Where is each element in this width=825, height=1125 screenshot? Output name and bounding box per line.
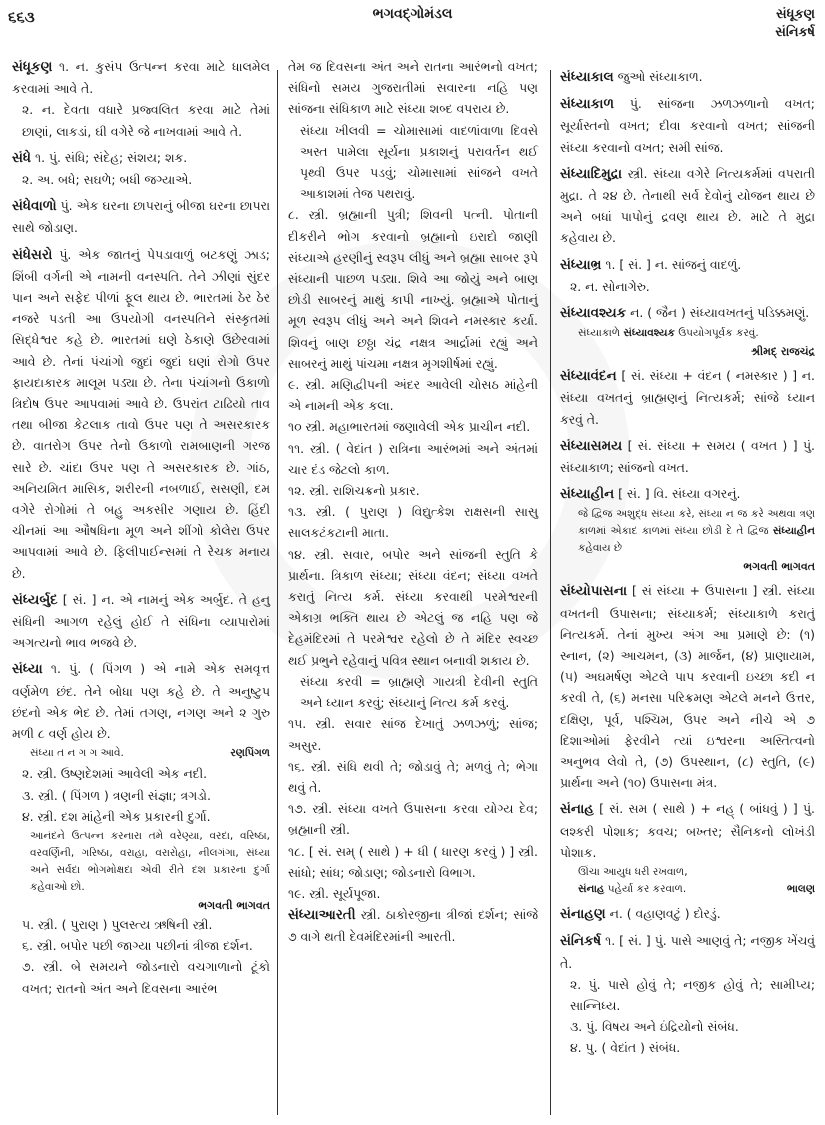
dictionary-entry bbox=[560, 435, 815, 478]
citation bbox=[12, 745, 270, 762]
sense: સ્ત્રી. સંધ્યા વગેરે નિત્યકર્મમાં વપરાતી મુદ્રા. તે ૨૪ છે. તેનાથી સર્વ દેવોનું યોજન થાય છે અને બધાં પાપોનું દ્રવણ થાય છે. માટે તે મુદ્રા કહેવાય છે. bbox=[560, 165, 815, 246]
sense: [ સં સંધ્યા + ઉપાસના ] સ્ત્રી. સંધ્યા વખતની ઉપાસના; સંધ્યાકર્મ; સંધ્યાકાળે કરાતું નિત્યકર્મ. તેનાં મુખ્ય અંગ આ પ્રમાણે છે: (૧) સ્નાન, (૨) આચમન, (૩) માર્જન, (૪) પ્રાણાયામ, (૫) અઘમર્ષણ એટલે પાપ કરવાની ઇચ્છા કદી ન કરવી તે, (૬) મનસા પરિક્રમણ એટલે મનને ઉત્તર, દક્ષિણ, પૂર્વ, પશ્ચિમ, ઉપર અને નીચે એ ૭ દિશાઓમાં ફેરવીને ત્યાં ઇશ્વરના અસ્તિત્વનો અનુભવ લેવો તે, (૭) ઉપસ્થાન, (૮) સ્તુતિ, (૯) પ્રાર્થના અને (૧૦) ઉપાસના મંત્ર. bbox=[560, 583, 815, 791]
guide-word-first: સંધૂકણ bbox=[776, 7, 815, 22]
headword: સંનિકર્ષ bbox=[560, 933, 602, 950]
headword: સંધૂકણ bbox=[12, 59, 53, 75]
page-header bbox=[0, 0, 825, 60]
sense: ૨. અ. બધે; સઘળે; બધી જગ્યાએ. bbox=[22, 172, 193, 188]
running-title: ભગવદ્ગોમંડલ bbox=[372, 6, 453, 22]
dictionary-entry bbox=[560, 254, 815, 297]
dictionary-entry bbox=[12, 589, 270, 654]
sense: ન. ( જૈન ) સંધ્યાવખતનું પડિક્કમણું. bbox=[630, 305, 810, 321]
column-divider bbox=[277, 70, 278, 1115]
headword: સંધ્યાસમય bbox=[560, 437, 623, 454]
headword: સંધ્યાકાળ bbox=[560, 96, 615, 113]
headword: સંનાહ bbox=[560, 801, 594, 818]
sense: પું. એક ઘરના છાપરાનું બીજા ઘરના છાપરા સાથે જોડાણ. bbox=[12, 198, 270, 236]
dictionary-entry bbox=[12, 195, 270, 238]
citation-keyword: સંધ્યાવશ્યક bbox=[623, 327, 675, 340]
dictionary-entry bbox=[12, 244, 270, 584]
headword: સંધ્યાભ્ર bbox=[560, 256, 602, 273]
dictionary-entry bbox=[12, 56, 270, 142]
citation-text: ઉપયોગપૂર્વક કરવું. bbox=[674, 327, 759, 340]
dictionary-entry bbox=[560, 798, 815, 898]
headword: સંધ્યાદિમુદ્રા bbox=[560, 165, 623, 182]
sense: [ સં. ] ન. એ નામનું એક અર્બુદ. તે હનુ સંધિની આગળ રહેલું હોઈ તે સંધિના વ્યાપારોમાં અગત્યનો ભાવ ભજવે છે. bbox=[12, 591, 270, 651]
citation bbox=[560, 325, 815, 342]
headword: સંધેવાળો bbox=[12, 198, 57, 215]
guide-words bbox=[775, 6, 815, 42]
sense: ૧. [ સં. ] ન. સાંજનું વાદળું. bbox=[605, 256, 742, 272]
headword: સંધ્યાવંદન bbox=[560, 368, 617, 385]
sense: ૧૫. સ્ત્રી. સવાર સાંજ દેખાતું ઝળઝળું; સાંજ; અસુર. bbox=[288, 716, 538, 753]
headword: સંધ્યોપાસના bbox=[560, 583, 628, 600]
citation-line bbox=[578, 881, 815, 898]
citation-source: શ્રીમદ્ રાજચંદ્ર bbox=[751, 345, 815, 359]
dictionary-entry bbox=[12, 658, 270, 998]
sense: ૩. સ્ત્રી. ( પિંગળ ) ત્રણની સંજ્ઞા; ત્રગડો. bbox=[22, 787, 211, 803]
sense: [ સં. ] વિ. સંધ્યા વગરનું. bbox=[618, 486, 741, 502]
citation-text: કહેવાય છે bbox=[578, 542, 623, 555]
sense: ૩. પું. વિષય અને ઇંદ્રિયોનો સંબંધ. bbox=[570, 1019, 739, 1035]
sense: ૧૯. સ્ત્રી. સૂર્યપૂજા. bbox=[288, 885, 381, 901]
sense: ૧૪. સ્ત્રી. સવાર, બપોર અને સાંજની સ્તુતિ કે પ્રાર્થના. ત્રિકાળ સંધ્યા; સંધ્યા વંદન; સંધ્યા વખતે કરાતું નિત્ય કર્મ. સંધ્યા કરવાથી પરમેશ્વરની એકાગ્ર ભક્તિ થાય છે એટલું જ નહિ પણ જે દેહમંદિરમાં તે પરમેશ્વર રહેલો છે તે મંદિર સ્વચ્છ થઈ પ્રભુને રહેવાનું પવિત્ર સ્થાન બનાવી શકાય છે. bbox=[288, 546, 538, 668]
sense: ન. ( વહાણવટું ) દોરડું. bbox=[609, 906, 721, 922]
headword: સંધ્યર્બુદ bbox=[12, 591, 58, 608]
citation-text: પહેર્યા કર કરવાળ. bbox=[604, 883, 687, 896]
dictionary-entry bbox=[560, 930, 815, 1058]
sense: ૬. સ્ત્રી. બપોર પછી જાગ્યા પછીનાં ત્રીજા દર્શન. bbox=[22, 938, 253, 954]
sense: ૨. ન. સોનાગેરુ. bbox=[570, 278, 650, 294]
sense-continuation: તેમ જ દિવસના અંત અને રાતના આરંભનો વખત; સંધિનો સમય ગુજરાતીમાં સવારના નહિ પણ સાંજના સંધિકાળ માટે સંધ્યા શબ્દ વપરાય છે. bbox=[288, 59, 538, 117]
dictionary-entry bbox=[560, 93, 815, 158]
column-left bbox=[12, 56, 270, 1004]
sense: ૯. સ્ત્રી. મણિદ્વીપની અંદર આવેલી ચોસઠ માંહેની એ નામની એક કલા. bbox=[288, 377, 538, 414]
headword: સંધ્યાઆરતી bbox=[288, 907, 356, 924]
headword: સંનાહણ bbox=[560, 906, 606, 923]
citation-text: સંધ્યાકાળે bbox=[578, 327, 624, 340]
sense: ૧૩. સ્ત્રી. ( પુરાણ ) વિદ્યુત્કેશ રાક્ષસની સાસુ સાલકટંકટાની માતા. bbox=[288, 504, 538, 541]
dictionary-entry bbox=[560, 302, 815, 360]
dictionary-entry bbox=[560, 66, 815, 88]
column-middle bbox=[288, 56, 538, 953]
sense: ૧૭. સ્ત્રી. સંધ્યા વખતે ઉપાસના કરવા યોગ્ય દેવ; બ્રહ્માની સ્ત્રી. bbox=[288, 801, 538, 838]
sense: ૧૧. સ્ત્રી. ( વેદાંત ) રાત્રિના આરંભમાં અને અંતમાં ચાર દંડ જેટલો કાળ. bbox=[288, 440, 538, 477]
guide-word-last: સંનિકર્ષ bbox=[775, 25, 815, 40]
headword: સંધ્યા bbox=[12, 661, 43, 678]
citation: આનંદને ઉત્પન્ન કરનારા તમે વરેણ્યા, વરદા, વરિષ્ઠા, વરવર્ણિની, ગરિષ્ઠા, વરાહા, વરારોહા, નીલગંગા, સંધ્યા અને સર્વદા ભોગમોક્ષદા એવી રીતે દશ પ્રકારના દુર્ગા કહેવાઓ છો. bbox=[30, 829, 270, 893]
sense: ૧. [ સં. ] પું. પાસે આણવું તે; નજીક ખેંચવું તે. bbox=[560, 933, 815, 971]
sense: જુઓ સંધ્યાકાળ. bbox=[617, 69, 703, 84]
citation-keyword: સંધ્યાહીન bbox=[772, 525, 815, 538]
dictionary-entry bbox=[288, 904, 538, 947]
headword: સંધ્યાહીન bbox=[560, 486, 615, 503]
citation-source: ભગવતી ભાગવત bbox=[743, 560, 815, 574]
dictionary-entry bbox=[12, 147, 270, 190]
headword: સંધેસરો bbox=[12, 246, 53, 263]
citation-line: ઊંચા આયુધ ધરી રખવાળ, bbox=[578, 866, 688, 879]
sense: ૫. સ્ત્રી. ( પુરાણ ) પુલસ્ત્ય ઋષિની સ્ત્રી. bbox=[22, 916, 213, 932]
sense: ૧૮. [ સં. સમ્ ( સાથે ) + ધી ( ધારણ કરવું ) ] સ્ત્રી. સાંધો; સાંધ; જોડાણ; જોડનારો વિભાગ. bbox=[288, 843, 538, 880]
sense: [ સં. સંધ્યા + સમય ( વખત ) ] પું. સંધ્યાકાળ; સાંજનો વખત. bbox=[560, 437, 815, 476]
column-right bbox=[560, 66, 815, 1064]
sense: ૪. પુ. ( વેદાંત ) સંબંધ. bbox=[570, 1040, 681, 1056]
citation-keyword: સંનાહ bbox=[578, 883, 605, 896]
idiom: સંધ્યા કરવી = બ્રાહ્મણે ગાયત્રી દેવીની સ્તુતિ અને ધ્યાન કરવું; સંધ્યાનું નિત્ય કર્મ કરવું. bbox=[300, 673, 538, 711]
citation-text: સંધ્યા ત ન ગ ગ આવે. bbox=[30, 747, 124, 760]
dictionary-entry bbox=[560, 903, 815, 925]
sense: [ સં. સમ ( સાથે ) + નહ્ ( બાંધવું ) ] પું. લશ્કરી પોશાક; કવચ; બખ્તર; સૈનિકનો લોખંડી પોશાક. bbox=[560, 801, 815, 860]
sense: ૨. પું. પાસે હોવું તે; નજીક હોવું તે; સામીપ્ય; સાન્નિધ્ય. bbox=[570, 976, 815, 1013]
headword: સંધે bbox=[12, 149, 32, 166]
sense: ૧૦ સ્ત્રી. મહાભારતમાં જણાવેલી એક પ્રાચીન નદી. bbox=[288, 419, 531, 435]
idiom: સંધ્યા ખીલવી = ચોમાસામાં વાદળાંવાળા દિવસે અસ્ત પામેલા સૂર્યના પ્રકાશનું પરાવર્તન થઈ પૃથ્વી ઉપર પડવું; ચોમાસામાં સાંજને વખતે આકાશમાં તેજ પથરાવું. bbox=[300, 122, 538, 202]
sense: ૧. પું. ( પિંગળ ) એ નામે એક સમવૃત્ત વર્ણમેળ છંદ. તેને બોધા પણ કહે છે. તે અનુષ્ટુપ છંદનો એક ભેદ છે. તેમાં તગણ, નગણ અને ૨ ગુરુ મળી ૮ વર્ણ હોય છે. bbox=[12, 661, 270, 742]
citation bbox=[560, 864, 815, 898]
sense: [ સં. સંધ્યા + વંદન ( નમસ્કાર ) ] ન. સંધ્યા વખતનું બ્રાહ્મણનું નિત્યકર્મ; સાંજે ધ્યાન કરવું તે. bbox=[560, 368, 815, 427]
citation-source: રણપિંગળ bbox=[230, 747, 270, 760]
dictionary-entry bbox=[560, 365, 815, 430]
sense: ૮. સ્ત્રી. બ્રહ્માની પુત્રી; શિવની પત્ની. પોતાની દીકરીને ભોગ કરવાનો બ્રહ્માનો ઇરાદો જાણી સંધ્યાએ હરણીનું સ્વરૂપ લીધું અને બ્રહ્મા સાબર રૂપે સંધ્યાની પાછળ પડ્યા. શિવે આ જોયું અને બાણ છોડી સાબરનું માથું કાપી નાખ્યું. બ્રહ્માએ પોતાનું મૂળ સ્વરૂપ લીધું અને અને શિવને નમસ્કાર કર્યા. શિવનું બાણ છઠ્ઠા ચંદ્ર નક્ષત્ર આર્દ્રામાં રહ્યું અને સાબરનું માથું પાંચમા નક્ષત્ર મૃગશીર્ષમાં રહ્યું. bbox=[288, 207, 538, 371]
headword: સંધ્યાવશ્યક bbox=[560, 305, 627, 322]
sense: ૧. ન. કુસંપ ઉત્પન્ન કરવા માટે ધાલમેલ કરવામાં આવે તે. bbox=[12, 59, 270, 97]
sense: પું. સાંજના ઝળઝળાનો વખત; સૂર્યાસ્તનો વખત; દીવા કરવાનો વખત; સાંજની સંધ્યા કરવાનો વખત; સમી સાંજ. bbox=[560, 96, 815, 155]
citation-text: જે દ્વિજ અશુદ્ધ સંધ્યા કરે, સંધ્યા ન જ કરે અથવા ત્રણ કાળમાં એકાદ કાળમાં સંધ્યા છોડી દે તે દ્વિજ bbox=[578, 508, 815, 538]
citation-source: ભગવતી ભાગવત bbox=[198, 898, 270, 912]
sense: પું. એક જાતનું પેપડાવાળું બટકણું ઝાડ; શિંબી વર્ગની એ નામની વનસ્પતિ. તેને ઝીણાં સુંદર પાન અને સફેદ પીળાં ફૂલ થાય છે. ભારતમાં ઠેર ઠેર નજરે પડતી આ ઉપયોગી વનસ્પતિને સંસ્કૃતમાં સિદ્ધેશ્વર કહે છે. ભારતમાં ઘણે ઠેકાણે ઉછેરવામાં આવે છે. તેનાં પંચાંગો જુદાં જુદાં ઘણાં રોગો ઉપર ફાયદાકારક માલૂમ પડ્યા છે. તેના પંચાંગનો ઉકાળો ત્રિદોષ ઉપર આપવામાં આવે છે. ઉપરાંત ટાઢિયો તાવ તથા બીજા કેટલાક તાવો ઉપર પણ તે અસરકારક છે. વાતરોગ ઉપર તેનો ઉકાળો રામબાણની ગરજ સારે છે. ચાંદા ઉપર પણ તે અસરકારક છે. ગાંઠ, અનિયમિત માસિક, શરીરની નબળાઈ, સસણી, દમ વગેરે રોગોમાં તે બહુ અકસીર ગણાય છે. હિંદી ચીનમાં આ ઔષધિના મૂળ અને શીંગો કોલેરા ઉપર આપવામાં આવે છે. ફિલીપાઈન્સમાં તે રેચક મનાય છે. bbox=[12, 246, 270, 581]
sense: ૪. સ્ત્રી. દશ માંહેની એક પ્રકારની દુર્ગા. bbox=[22, 808, 211, 824]
sense: સ્ત્રી. ઠાકોરજીના ત્રીજાં દર્શન; સાંજે ૭ વાગે થતી દેવમંદિરમાંની આરતી. bbox=[288, 907, 538, 945]
dictionary-entry bbox=[560, 580, 815, 793]
column-divider bbox=[550, 70, 551, 1115]
citation bbox=[560, 506, 815, 557]
sense: ૭. સ્ત્રી. બે સમયને જોડનારો વચગાળાનો ટૂંકો વખત; રાતનો અંત અને દિવસના આરંભ bbox=[22, 959, 270, 996]
sense: ૧૨. સ્ત્રી. રાશિચક્રનો પ્રકાર. bbox=[288, 483, 420, 499]
sense: ૨. સ્ત્રી. ઉષ્ણદેશમાં આવેલી એક નદી. bbox=[22, 766, 208, 782]
sense: ૧૬. સ્ત્રી. સંધિ થવી તે; જોડાવું તે; મળવું તે; ભેગા થવું તે. bbox=[288, 758, 538, 795]
dictionary-entry bbox=[560, 163, 815, 249]
citation-source: ભાલણ bbox=[786, 883, 815, 896]
sense: ૨. ન. દેવતા વધારે પ્રજ્વલિત કરવા માટે તેમાં છાણાં, લાકડાં, ઘી વગેરે જે નાખવામાં આવે તે. bbox=[22, 102, 270, 139]
dictionary-entry bbox=[560, 483, 815, 575]
page-number: ૬૬૩ bbox=[8, 8, 35, 26]
headword: સંધ્યાકાલ bbox=[560, 69, 614, 85]
sense: ૧. પું. સંધિ; સંદેહ; સંશય; શક. bbox=[35, 149, 188, 165]
